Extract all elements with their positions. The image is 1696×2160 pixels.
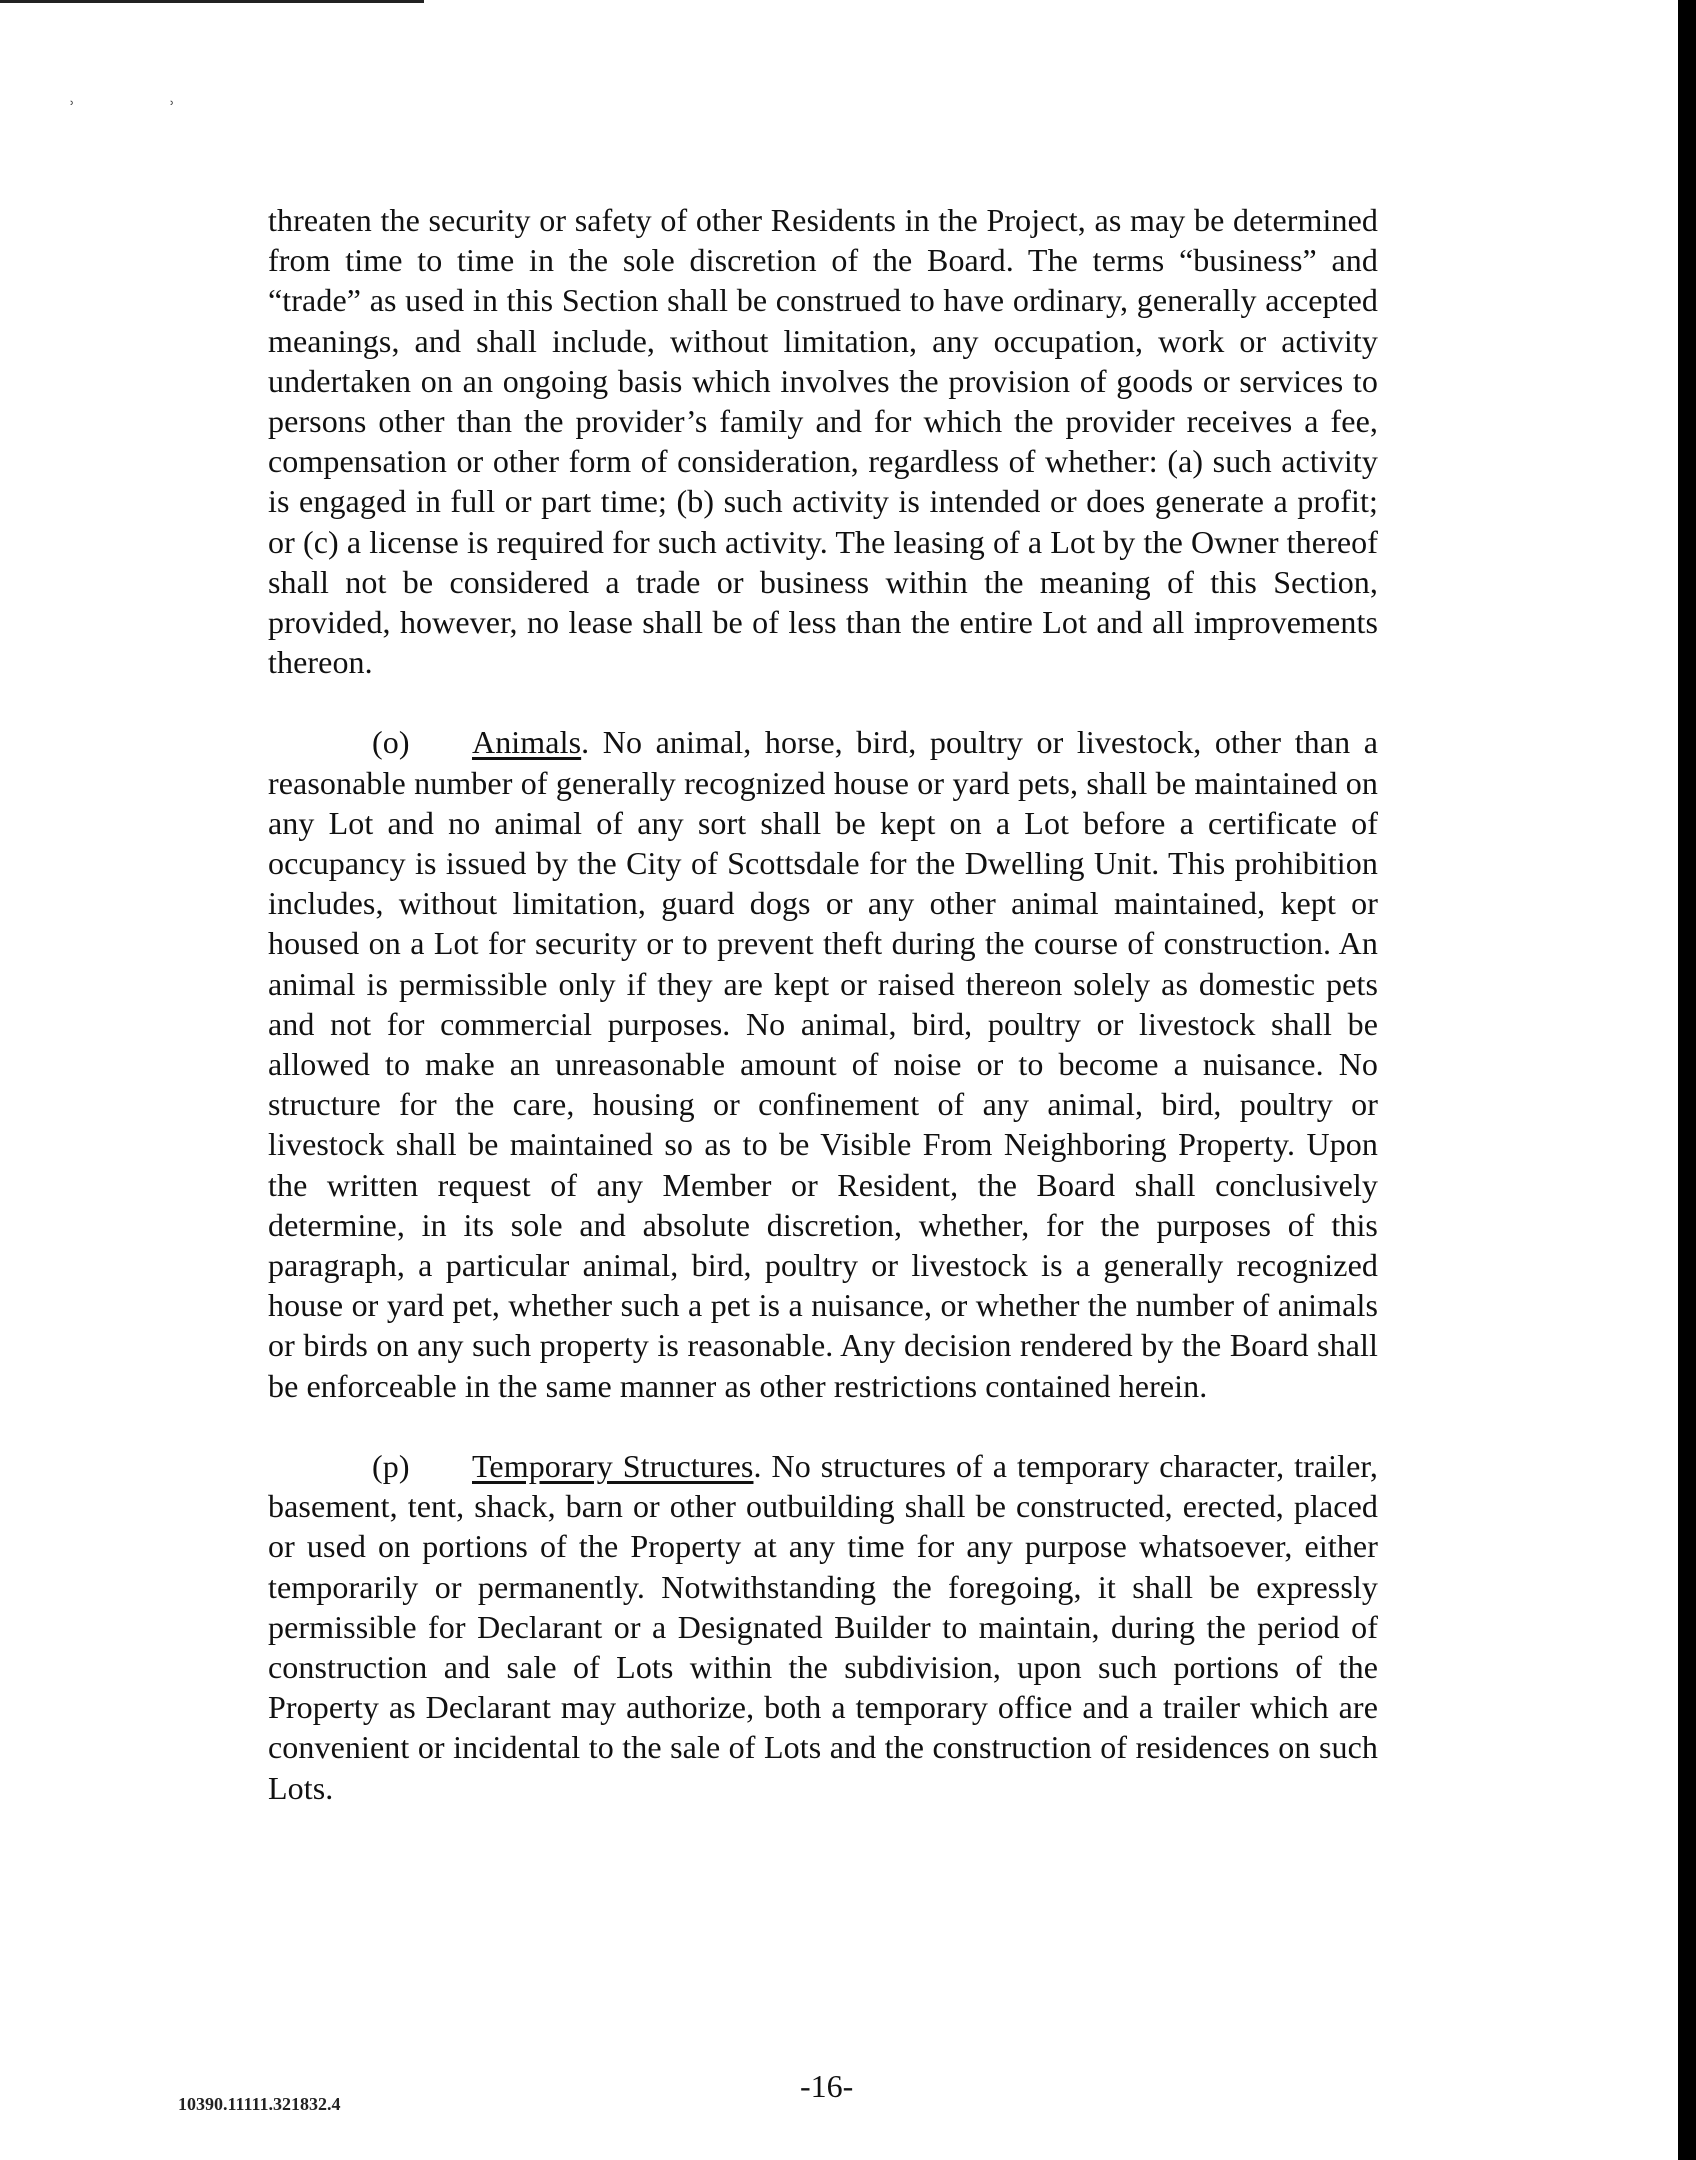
top-scan-rule bbox=[0, 0, 424, 3]
document-id: 10390.11111.321832.4 bbox=[178, 2094, 341, 2114]
section-marker: (p) bbox=[372, 1447, 410, 1484]
section-heading: Temporary Structures bbox=[472, 1447, 754, 1484]
section-heading: Animals bbox=[472, 724, 582, 761]
scan-speck: ˒ bbox=[68, 86, 76, 111]
paragraph-continuation: threaten the security or safety of other Residents in the Project, as may be determined from time to time in the sole discretion of the Board. The terms “business” and “trade” as used in this Section shall be construed to have ordinary, generally accepted meanings, and shall include, without limitation, any occupation, work or activity undertaken on an ongoing basis which involves the provision of goods or services to persons other than the provider’s family and for which the provider receives a fee, compensation or other form of consideration, regardless of whether: (a) such activity is engaged in full or part time; (b) such activity is intended or does generate a profit; or (c) a license is required for such activity. The leasing of a Lot by the Owner thereof shall not be considered a trade or business within the meaning of this Section, provided, however, no lease shall be of less than the entire Lot and all improvements thereon. bbox=[268, 202, 1378, 681]
section-text: . No animal, horse, bird, poultry or livestock, other than a reasonable number of generally recognized house or yard pets, shall be maintained on any Lot and no animal of any sort shall be kept on a Lot before a certificate of occupancy is issued by the City of Scottsdale for the Dwelling Unit. This prohibition includes, without limitation, guard dogs or any other animal maintained, kept or housed on a Lot for security or to prevent theft during the course of construction. An animal is permissible only if they are kept or raised thereon solely as domestic pets and not for commercial purposes. No animal, bird, poultry or livestock shall be allowed to make an unreasonable amount of noise or to become a nuisance. No structure for the care, housing or confinement of any animal, bird, poultry or livestock shall be maintained so as to be Visible From Neighboring Property. Upon the written request of any Member or Resident, the Board shall conclusively determine, in its sole and absolute discretion, whether, for the purposes of this paragraph, a particular animal, bird, poultry or livestock is a generally recognized house or yard pet, whether such a pet is a nuisance, or whether the number of animals or birds on any such property is reasonable. Any decision rendered by the Board shall be enforceable in the same manner as other restrictions contained herein. bbox=[268, 724, 1378, 1404]
scan-edge-shadow bbox=[1678, 0, 1696, 2160]
section-marker: (o) bbox=[372, 724, 410, 761]
scan-speck: ˒ bbox=[168, 86, 176, 111]
section-temporary-structures bbox=[268, 1446, 1378, 1808]
page-number: -16- bbox=[800, 2068, 854, 2104]
section-text: . No structures of a temporary character, trailer, basement, tent, shack, barn or other outbuilding shall be constructed, erected, placed or used on portions of the Property at any time for any purpose whatsoever, either temporarily or permanently. Notwithstanding the foregoing, it shall be expressly permissible for Declarant or a Designated Builder to maintain, during the period of construction and sale of Lots within the subdivision, upon such portions of the Property as Declarant may authorize, both a temporary office and a trailer which are convenient or incidental to the sale of Lots and the construction of residences on such Lots. bbox=[268, 1447, 1379, 1806]
document-body bbox=[268, 200, 1378, 1808]
section-animals bbox=[268, 722, 1378, 1405]
